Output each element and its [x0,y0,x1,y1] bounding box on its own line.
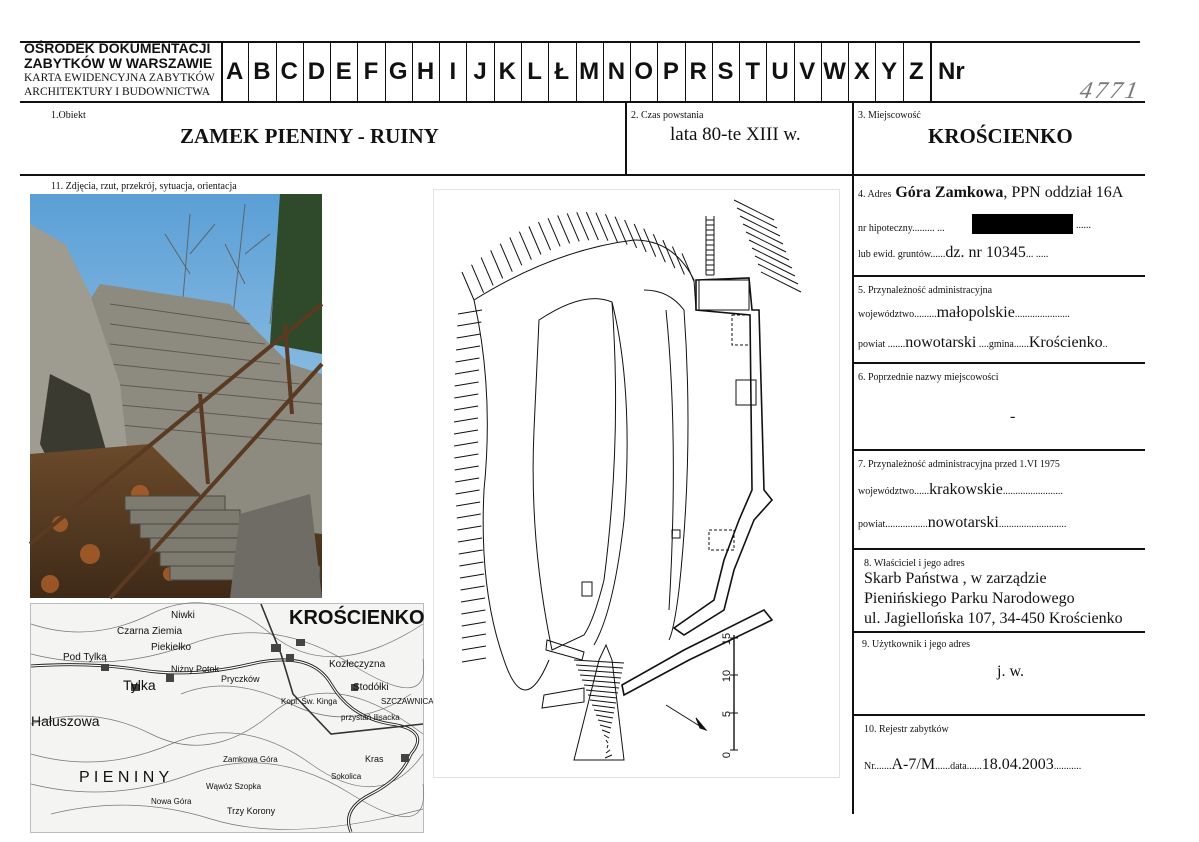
hatch-line [576,665,623,668]
map-label: Sokolica [331,772,362,781]
map-label: Wąwóz Szopka [206,782,262,791]
miejscowosc-label: 3. Miejscowość [858,110,921,121]
right-column-divider [852,174,854,814]
czas-label: 2. Czas powstania [631,110,704,121]
hatch-line [454,406,478,410]
map-label: Tylka [123,677,156,693]
location-map [30,603,434,833]
hatch-line [458,538,482,542]
index-letter-C: C [280,58,298,85]
hatch-line [462,658,486,662]
index-letter-K: K [498,58,516,85]
hatch-line [567,213,579,241]
hatch-line [491,250,503,278]
index-letter-X: X [853,58,870,85]
ruins-photo [30,194,322,598]
hipoteczny-row: nr hipoteczny......... ... [858,223,945,234]
index-letter-H: H [416,58,435,85]
ewid-row: lub ewid. gruntów......dz. nr 10345... ..... [858,244,1049,261]
hatch-line [588,695,617,698]
index-letter-F: F [363,58,379,85]
czas-value: lata 80-te XIII w. [670,124,801,145]
adres-label: 4. Adres [858,189,892,200]
location-map-image [31,604,434,832]
uzytkownik-value: j. w. [997,663,1024,680]
castle-plan-drawing [434,190,839,777]
hatch-line [584,685,619,688]
woj-value: małopolskie [936,304,1015,321]
rejestr-data-value: 18.04.2003 [981,756,1054,773]
scale-tick-label: 15 [721,632,733,646]
hatch-line [578,670,622,673]
map-label: Kras [365,754,384,764]
powiat-value: nowotarski [905,334,977,351]
map-label: Stodółki [353,682,389,693]
hatch-line [519,232,531,260]
adres-row [858,184,1123,202]
hatch-line [455,478,479,482]
map-label: Nowa Góra [151,797,192,806]
rule-after-6 [852,449,1145,451]
map-label: Pryczków [221,674,260,684]
poprzednie-value: - [1010,408,1016,425]
hatch-line [600,725,611,728]
hatch-line [529,227,541,255]
map-label: Niżny Potok [171,664,220,674]
rule-after-9 [852,714,1145,716]
map-label: Niwki [171,610,195,621]
scale-tick-label: 10 [721,669,733,683]
rejestr-row: Nr.......A-7/M......data......18.04.2003........... [864,756,1082,773]
index-letter-Y: Y [881,58,898,85]
hatch-line [455,370,479,374]
hatch-line [598,720,612,723]
map-label: Trzy Korony [227,806,276,816]
map-label: SZCZAWNICA [381,697,434,706]
rule-after-4 [852,275,1145,277]
map-label: Hałuszowa [31,713,100,729]
map-label: Pod Tylką [63,652,107,663]
uzytkownik-label: 9. Użytkownik i jego adres [862,639,971,650]
index-letter-Ł: Ł [554,58,570,85]
nr-label: Nr [938,58,965,85]
admin-prev-label: 7. Przynależność administracyjna przed 1.VI 1975 [858,459,1060,470]
wlasciciel-line2: Pienińskiego Parku Narodowego [864,590,1075,607]
obiekt-label: 1.Obiekt [51,110,86,121]
index-letter-A: A [225,58,244,85]
card-title-line1: KARTA EWIDENCYJNA ZABYTKÓW [24,72,215,84]
index-letter-I: I [449,58,457,85]
index-letter-T: T [745,58,761,85]
hatch-line [539,222,551,250]
wlasciciel-line1: Skarb Państwa , w zarządzie [864,570,1047,587]
index-letter-D: D [307,58,326,85]
hatch-line [461,610,485,614]
hatch-line [456,346,480,350]
hatch-line [461,598,485,602]
hatch-line [607,745,608,748]
hatch-line [456,502,480,506]
hatch-line [653,234,665,262]
row1-divider-2 [852,102,854,174]
index-letter-B: B [253,58,271,85]
hatch-line [457,322,481,326]
hatch-line [460,574,484,578]
powiat-prev-row: powiat.................nowotarski........................... [858,514,1067,531]
hatch-line [472,265,484,293]
hatch-line [454,454,478,458]
hatch-line [577,212,589,240]
zdjecia-label: 11. Zdjęcia, rzut, przekrój, sytuacja, orientacja [51,181,237,192]
gmina-label: gmina [988,339,1014,350]
map-label: Czarna Ziemia [117,626,183,637]
hatch-line [580,675,621,678]
hatch-line [457,526,481,530]
wlasciciel-line3: ul. Jagiellońska 107, 34-450 Krościenko [864,610,1123,627]
hatch-line [558,215,570,243]
powiat-row: powiat .......nowotarski ....gmina......Krościenko.. [858,334,1108,351]
hatch-line [459,562,483,566]
index-letter-R: R [689,58,707,85]
hatch-line [510,237,522,265]
adres-value-bold: Góra Zamkowa [895,184,1004,201]
hipoteczny-label: nr hipoteczny [858,223,913,234]
map-label: Piekiełko [151,642,192,653]
hatch-line [500,244,512,272]
hatch-line [457,334,481,338]
card-title-line2: ARCHITEKTURY I BUDOWNICTWA [24,86,211,98]
hatch-line [454,442,478,446]
woj-row: województwo.........małopolskie...................... [858,304,1070,321]
hatch-line [454,430,478,434]
index-letter-S: S [717,58,734,85]
index-letter-V: V [799,58,816,85]
admin-label: 5. Przynależność administracyjna [858,285,993,296]
ewid-label: lub ewid. gruntów [858,249,931,260]
hatch-line [594,710,614,713]
map-label: Zamkowa Góra [223,755,278,764]
hatch-line [462,272,474,300]
rule-after-5 [852,362,1145,364]
rejestr-data-label: data [950,761,967,772]
miejscowosc-value: KROŚCIENKO [928,124,1073,148]
hatch-line [462,622,486,626]
org-name-line2: ZABYTKÓW W WARSZAWIE [24,55,213,71]
hatch-line [456,358,480,362]
hatch-line [634,224,646,252]
header-bottom-rule [20,101,1145,103]
rejestr-label: 10. Rejestr zabytków [864,724,949,735]
hatch-line [454,418,478,422]
powiat-prev-value: nowotarski [927,514,999,531]
hatch-line [454,394,478,398]
hatch-line [604,735,609,738]
map-label: Kopl. Św. Kinga [281,697,338,706]
index-letter-Z: Z [909,58,924,85]
hatch-line [459,550,483,554]
index-letter-W: W [823,58,846,85]
index-letter-M: M [579,58,600,85]
map-label: Kozłeczyzna [329,659,386,670]
map-label-town: KROŚCIENKO [289,607,425,629]
row1-divider-1 [625,102,627,174]
hatch-line [462,634,486,638]
index-letter-U: U [771,58,789,85]
hatch-line [663,240,675,268]
hatch-line [586,212,598,240]
ruins-photo-image [30,194,322,598]
index-letter-E: E [335,58,352,85]
rule-after-8 [852,631,1145,633]
hatch-line [592,705,615,708]
scale-tick-label: 0 [721,752,733,759]
gmina-value: Krościenko [1028,334,1103,351]
index-letter-O: O [634,58,653,85]
hatch-line [606,750,610,753]
hatch-line [596,715,613,718]
hatch-line [672,247,684,275]
obiekt-value: ZAMEK PIENINY - RUINY [180,124,439,148]
index-letter-N: N [607,58,626,85]
hatch-line [456,490,480,494]
woj-prev-row: województwo......krakowskie........................ [858,481,1063,498]
hatch-line [682,253,694,281]
hatch-line [548,218,560,246]
hatch-line [455,382,479,386]
map-label: przystań ilisacka [341,713,400,722]
rule-after-7 [852,548,1145,550]
index-letter-G: G [388,58,408,85]
adres-value-rest: , PPN oddział 16A [1003,184,1124,201]
index-letter-P: P [662,58,679,85]
hatch-line [590,700,616,703]
row1-bottom-rule [20,174,1145,176]
hipoteczny-trailing-dots: ...... [1076,220,1091,231]
hatch-line [606,740,608,743]
rejestr-nr-value: A-7/M [891,756,936,773]
hatch-line [458,310,482,314]
hatch-line [457,514,481,518]
castle-ground-plan [433,189,840,778]
powiat-label: powiat [858,339,886,350]
hatch-line [461,586,485,590]
inventory-number: 4771 [1077,78,1143,104]
hatch-line [605,755,612,758]
hatch-line [602,730,610,733]
letter-separator [930,41,932,102]
index-letter-L: L [527,58,542,85]
redaction-box [972,214,1073,234]
ewid-value: dz. nr 10345 [945,244,1026,261]
hatch-line [455,466,479,470]
scale-tick-label: 5 [721,710,733,718]
hatch-line [462,646,486,650]
hatch-line [481,257,493,285]
org-name-line1: OŚRODEK DOKUMENTACJI [24,40,211,56]
map-label: P I E N I N Y [79,769,170,786]
rejestr-nr-label: Nr [864,761,874,772]
poprzednie-label: 6. Poprzednie nazwy miejscowości [858,372,999,383]
index-letter-J: J [473,58,487,85]
woj-prev-value: krakowskie [929,481,1003,498]
wlasciciel-label: 8. Właściciel i jego adres [864,558,965,569]
